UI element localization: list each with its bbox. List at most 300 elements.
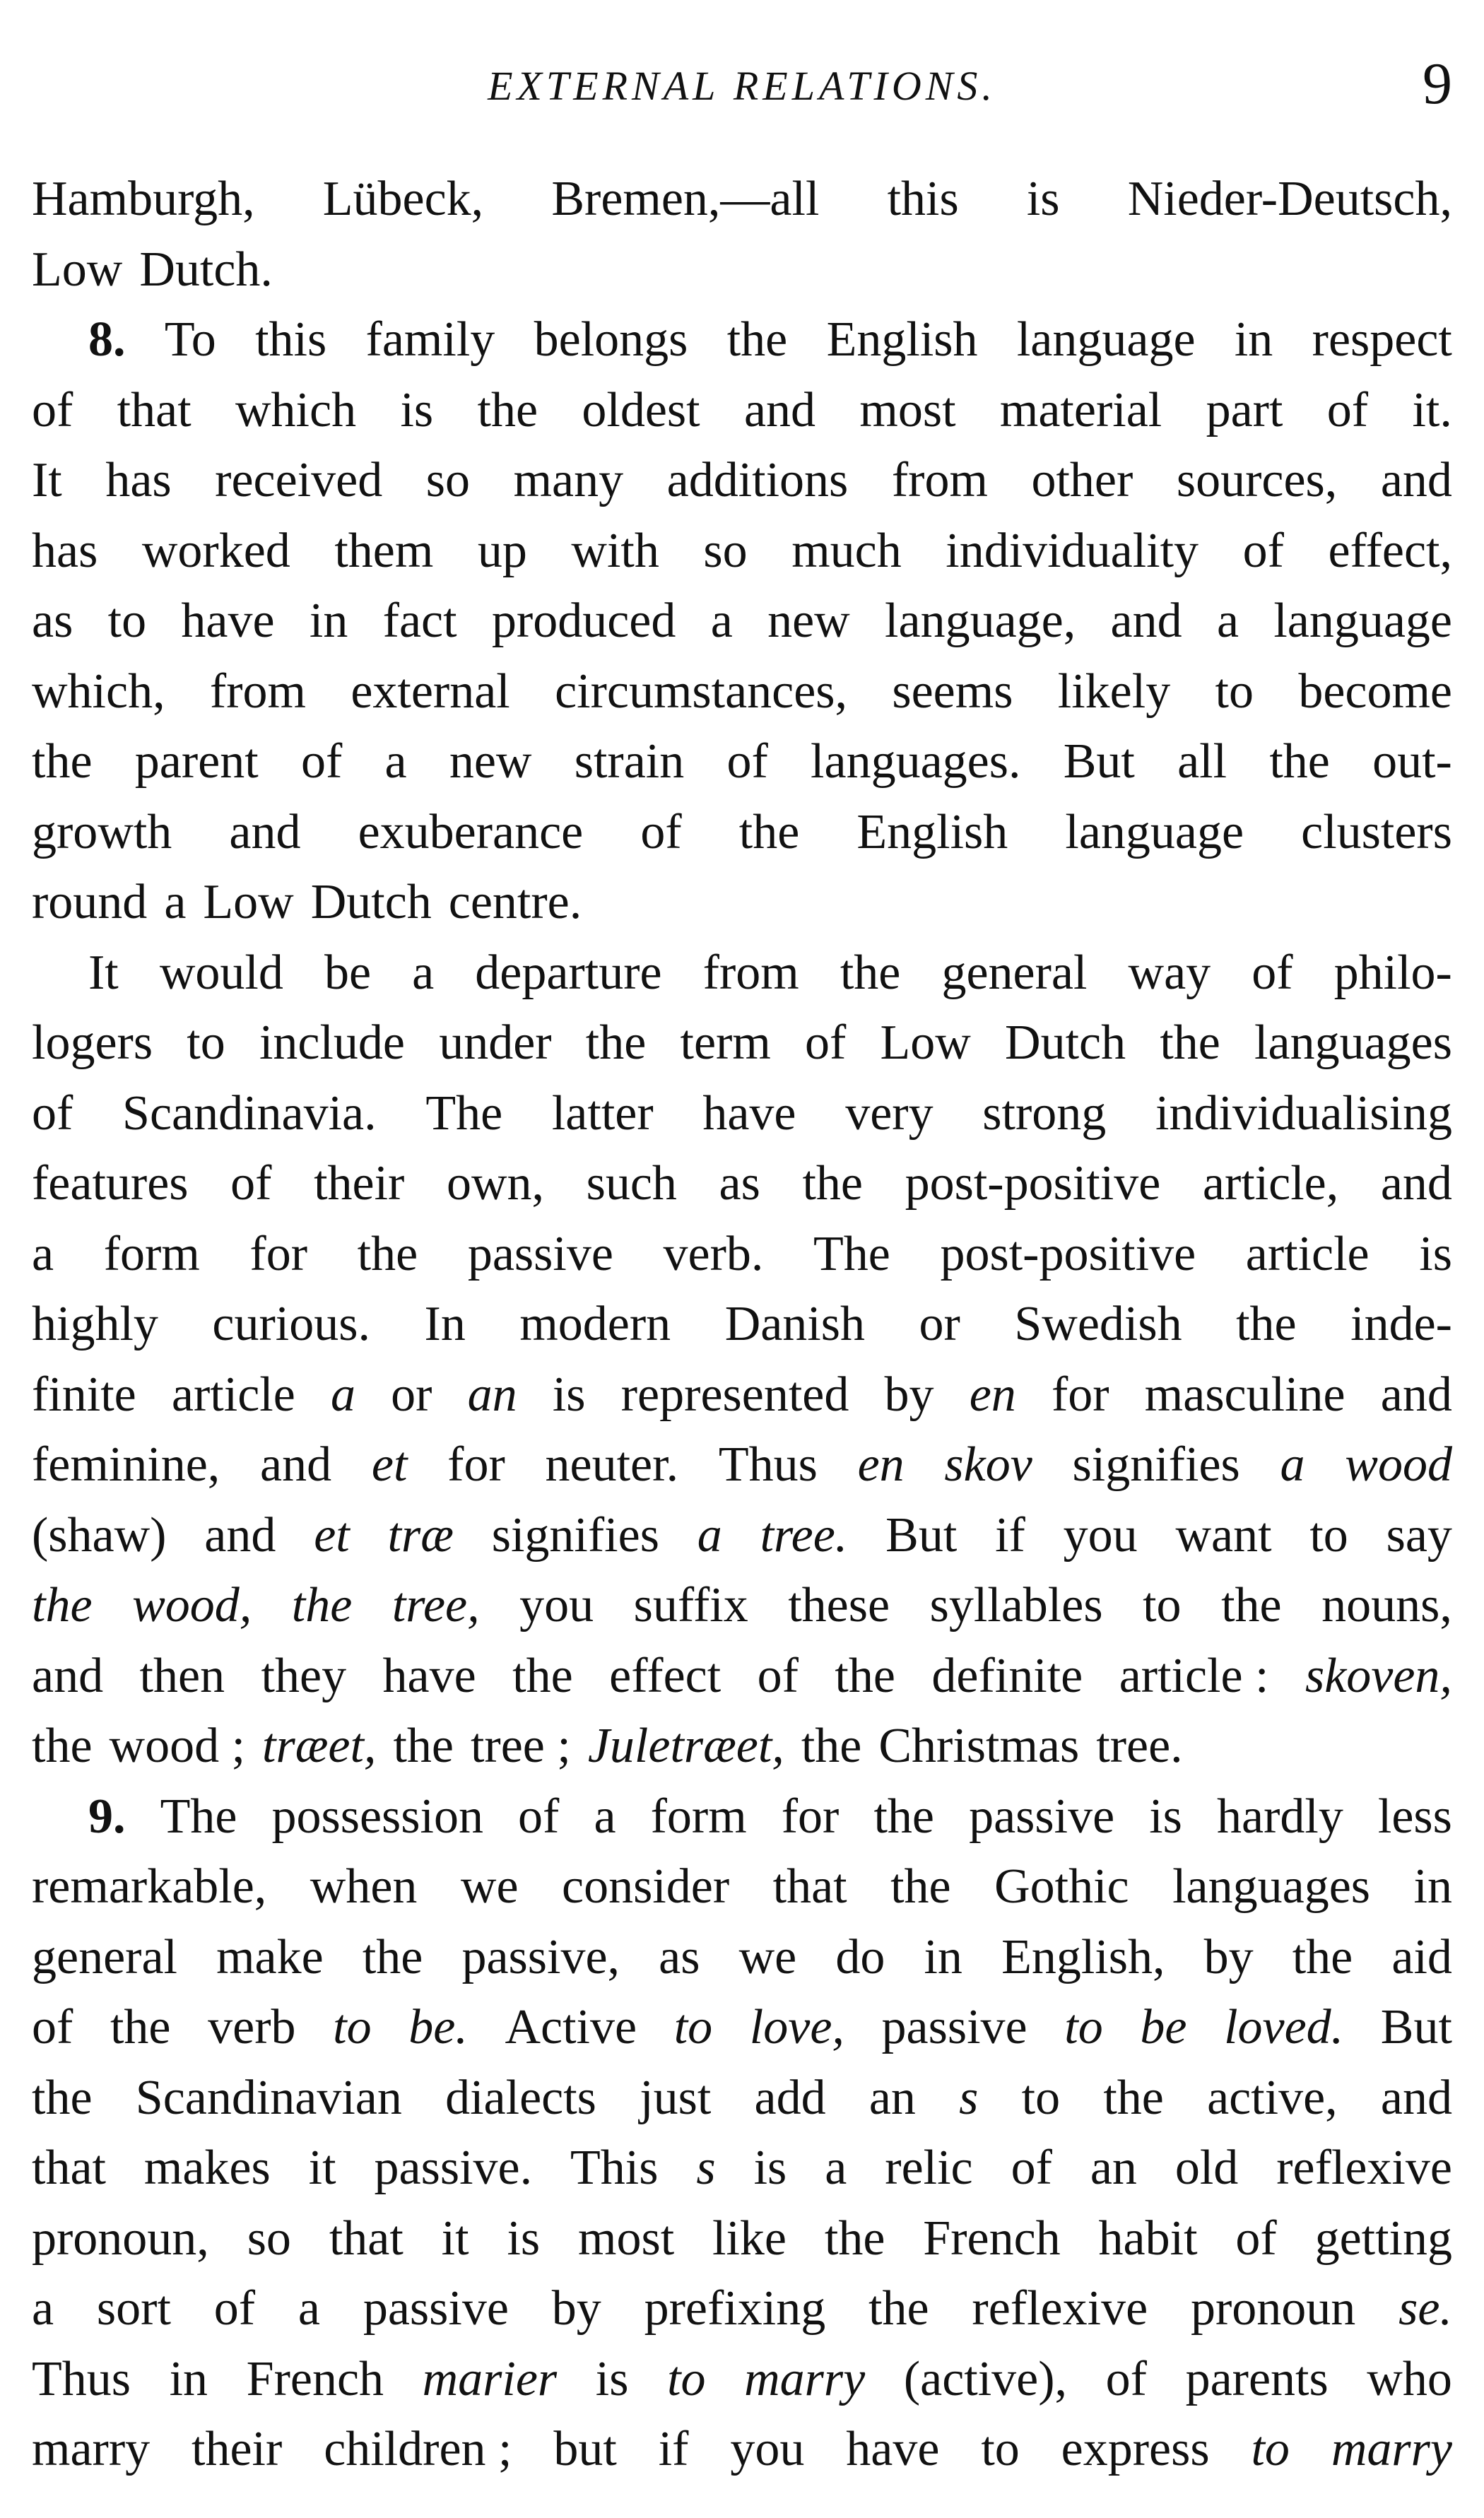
word: inde- [1350,1297,1452,1351]
word: and [204,1507,276,1563]
word: sort [96,2281,171,2336]
word: skoven, [1305,1648,1452,1703]
word: it. [1412,382,1452,437]
text-line [32,164,1452,235]
word: the [726,312,788,367]
text-line [32,1360,1452,1430]
word: circumstances, [555,664,848,719]
word: have [702,1086,796,1141]
word: for [447,1437,505,1492]
word: to [187,1016,225,1070]
word: and [229,804,301,859]
word: article, [1202,1156,1339,1211]
word: marry [32,2422,151,2476]
word: Dutch. [139,242,273,297]
word: The [160,1789,237,1844]
word: language [1016,312,1196,367]
word: or [919,1297,960,1351]
word: the [835,1648,895,1703]
word: the [32,1719,93,1773]
word: prefixing [644,2281,826,2336]
word: the [824,2211,885,2266]
word: in [924,1929,962,1984]
word: new [767,594,850,648]
text-line [32,2414,1452,2485]
word: the [110,2000,171,2054]
text-line [32,1852,1452,1922]
word: to [1215,664,1254,719]
word: Juletræet, [587,1719,784,1773]
word: that [329,2211,404,2266]
word: feminine, [32,1437,220,1492]
word: is [400,382,434,437]
word: most [859,382,956,437]
word: a [164,875,187,929]
word: a [32,2281,54,2336]
word: language [1273,594,1452,648]
word: and [1380,453,1452,507]
word: you [730,2422,805,2476]
text-line [32,1148,1452,1219]
running-title: EXTERNAL RELATIONS. [488,63,996,109]
word: old [1174,2141,1239,2195]
word: as [32,594,73,648]
word: the [1221,1578,1282,1632]
word: be [1140,2000,1187,2054]
word: under [439,1016,552,1070]
word: so [247,2211,291,2266]
word: by [884,1367,934,1422]
word: that [772,1859,847,1914]
word: when [310,1859,418,1914]
word: individualising [1155,1086,1452,1141]
word: to [673,2000,713,2054]
word: wood [1345,1437,1452,1492]
word: by [551,2281,601,2336]
text-line [32,586,1452,657]
text-line [32,1430,1452,1500]
word: to [981,2422,1020,2476]
word: that [32,2141,106,2195]
word: Swedish [1014,1297,1182,1351]
word: for [1051,1367,1109,1422]
word: seems [892,664,1013,719]
word: makes [143,2141,271,2195]
word: nouns, [1321,1578,1452,1632]
word: passive, [461,1929,620,1984]
word: en [969,1367,1016,1422]
word: the [32,1578,93,1632]
word: Danish [724,1297,865,1351]
word: the [291,1578,353,1632]
word: et [371,1437,408,1492]
text-line [32,1078,1452,1149]
word: of [230,1156,272,1211]
word: has [105,453,172,507]
word: passive [363,2281,509,2336]
word: the [585,1016,647,1070]
word: the [32,2070,93,2125]
word: But [1063,734,1135,789]
word: Thus [718,1437,818,1492]
word: which [235,382,357,437]
word: philo- [1333,945,1452,1000]
text-line [32,1711,1452,1782]
word: language [1065,804,1244,859]
word: of [300,734,343,789]
word: become [1298,664,1452,719]
word: love, [749,2000,844,2054]
word: a [697,1507,722,1563]
word: But [1380,2000,1452,2054]
word: Scandinavian [135,2070,402,2125]
word: way [1128,945,1211,1000]
word: en [857,1437,905,1492]
word: and [260,1437,332,1492]
word: English, [1001,1929,1165,1984]
word: have [846,2422,940,2476]
word: træ [387,1507,454,1563]
word: The [813,1226,890,1281]
word: the [1292,1929,1353,1984]
word: a [1280,1437,1305,1492]
word: a [825,2141,847,2195]
word: growth [32,804,172,859]
word: the [840,945,901,1000]
word: to [1143,1578,1182,1632]
word: it [441,2211,469,2266]
word: it [308,2141,336,2195]
word: would [159,945,283,1000]
word: loved. [1224,2000,1344,2054]
text-line [32,1641,1452,1712]
word: oldest [582,382,700,437]
text-line [32,1570,1452,1641]
word: likely [1057,664,1171,719]
word: round [32,875,148,929]
word: of [1242,523,1284,578]
word: most [578,2211,675,2266]
word: to [333,2000,372,2054]
word: Christmas [878,1719,1080,1773]
text-line [32,1289,1452,1360]
word: languages [1172,1859,1371,1914]
text-line [32,657,1452,727]
text-line [32,867,1452,938]
word: English [856,804,1008,859]
word: that [117,382,192,437]
word: be [324,945,372,1000]
word: their [192,2422,283,2476]
word: external [351,664,510,719]
word: other [1031,453,1133,507]
word: Low [203,875,294,929]
text-line [32,375,1452,446]
word: masculine [1144,1367,1345,1422]
word: then [139,1648,225,1703]
word: material [999,382,1162,437]
word: from [891,453,988,507]
word: in [309,594,348,648]
word: have [382,1648,476,1703]
word: strain [574,734,685,789]
word: if [658,2422,689,2476]
text-line [32,1219,1452,1290]
word: centre. [448,875,582,929]
word: the [357,1226,418,1281]
word: hardly [1217,1789,1343,1844]
word: these [788,1578,890,1632]
word: many [513,453,624,507]
word: include [259,1016,405,1070]
word: the [1160,1016,1220,1070]
word: of [518,1789,560,1844]
word: to [1064,2000,1103,2054]
word: new [449,734,532,789]
word: family [365,312,495,367]
word: you [519,1578,594,1632]
word: have [181,594,275,648]
word: languages. [811,734,1021,789]
word: the [801,1719,862,1773]
word: fact [382,594,457,648]
word: Scandinavia. [122,1086,377,1141]
word: do [835,1929,885,1984]
word: for [249,1226,308,1281]
word: and [1380,2070,1452,2125]
text-line [32,2273,1452,2344]
word: verb. [663,1226,764,1281]
word: to [1021,2070,1061,2125]
word: with [571,523,659,578]
word: additions [666,453,849,507]
word: article : [1119,1648,1269,1703]
word: term [680,1016,771,1070]
word: to [107,594,147,648]
word: who [1367,2351,1452,2406]
word: worked [141,523,290,578]
text-line [32,516,1452,587]
text-line [32,1782,1452,1852]
word: them [334,523,434,578]
word: parents [1185,2351,1329,2406]
word: general [941,945,1088,1000]
word: getting [1314,2211,1452,2266]
word: s [696,2141,716,2195]
word: is [753,2141,787,2195]
word: in [1234,312,1273,367]
text-line [32,797,1452,868]
word: of [757,1648,799,1703]
word: reflexive [972,2281,1148,2336]
word: wood ; [109,1719,246,1773]
word: the [1269,734,1330,789]
word: has [32,523,98,578]
word: an [868,2070,916,2125]
word: marier [422,2351,558,2406]
word: To [164,312,216,367]
word: language, [885,594,1076,648]
word: is [1419,1226,1452,1281]
word: of [1011,2141,1052,2195]
word: et [314,1507,350,1563]
word: habit [1098,2211,1198,2266]
word: less [1377,1789,1452,1844]
word: Nieder-Deutsch, [1127,172,1452,226]
word: languages [1254,1016,1452,1070]
word: to [1309,1507,1348,1563]
word: for [781,1789,840,1844]
word: tree ; [470,1719,571,1773]
word: to [1251,2422,1290,2476]
word: of [1326,382,1369,437]
word: (shaw) [32,1507,167,1563]
word: neuter. [545,1437,679,1492]
word: and [32,1648,104,1703]
word: the [362,1929,423,1984]
word: an [467,1367,517,1422]
word: a [710,594,733,648]
word: from [702,945,799,1000]
word: you [1063,1507,1138,1563]
word: a [32,1226,54,1281]
word: this [887,172,959,226]
word: form [650,1789,747,1844]
word: but [553,2422,617,2476]
word: an [1090,2141,1137,2195]
word: a [412,945,435,1000]
word: Thus [32,2351,131,2406]
word: much [791,523,902,578]
word: aid [1391,1929,1452,1984]
word: Low [32,242,123,297]
text-line [32,445,1452,516]
word: and [1380,1156,1452,1211]
word: in [169,2351,208,2406]
word: wood, [132,1578,252,1632]
word: strong [982,1086,1107,1141]
word: a [1216,594,1239,648]
word: of [1235,2211,1277,2266]
word: want [1175,1507,1272,1563]
word: passive [467,1226,613,1281]
text-line [32,2204,1452,2274]
word: the [1236,1297,1297,1351]
word: the [873,1789,934,1844]
word: if [995,1507,1025,1563]
section-number: 9. [88,1789,126,1844]
word: the [890,1859,951,1914]
word: the [512,1648,573,1703]
text-line [32,305,1452,375]
word: just [640,2070,712,2125]
word: marry [1331,2422,1452,2476]
word: Gothic [994,1859,1129,1914]
word: their [314,1156,405,1211]
word: In [424,1297,466,1351]
word: the [32,734,93,789]
word: reflexive [1276,2141,1452,2195]
word: like [712,2211,787,2266]
word: be. [408,2000,468,2054]
word: parent [134,734,259,789]
word: out- [1372,734,1452,789]
word: received [215,453,383,507]
word: up [477,523,527,578]
word: a [298,2281,320,2336]
word: signifies [491,1507,659,1563]
word: general [32,1929,177,1984]
word: modern [519,1297,671,1351]
word: latter [551,1086,654,1141]
text-line [32,938,1452,1008]
word: suffix [633,1578,748,1632]
word: of [640,804,682,859]
word: verb [208,2000,296,2054]
word: children ; [324,2422,512,2476]
text-line [32,1008,1452,1078]
word: so [703,523,748,578]
word: This [570,2141,659,2195]
word: Dutch [1005,1016,1126,1070]
word: as [659,1929,700,1984]
word: or [391,1367,432,1422]
word: marry [744,2351,866,2406]
word: English [826,312,978,367]
word: pronoun [1191,2281,1356,2336]
word: exuberance [358,804,584,859]
word: of [726,734,768,789]
word: It [88,945,119,1000]
word: But [885,1507,958,1563]
word: passive [881,2000,1027,2054]
word: and [1110,594,1182,648]
word: the [477,382,538,437]
word: a [330,1367,355,1422]
word: very [845,1086,934,1141]
word: pronoun, [32,2211,209,2266]
word: in [1413,1859,1452,1914]
word: finite [32,1367,136,1422]
word: (active), [903,2351,1068,2406]
word: they [261,1648,347,1703]
word: of [1105,2351,1147,2406]
word: the [1103,2070,1164,2125]
word: effect [609,1648,722,1703]
word: clusters [1301,804,1452,859]
word: Dutch [310,875,432,929]
word: add [754,2070,826,2125]
word: active, [1207,2070,1338,2125]
word: the [868,2281,929,2336]
word: as [719,1156,760,1211]
word: the [802,1156,863,1211]
word: post-positive [905,1156,1161,1211]
word: is [1149,1789,1182,1844]
word: se. [1398,2281,1452,2336]
word: of [805,1016,847,1070]
word: tree. [1096,1719,1183,1773]
word: belongs [534,312,688,367]
word: passive. [374,2141,533,2195]
text-line [32,235,1452,305]
word: from [209,664,306,719]
text-line [32,1922,1452,1993]
word: French [923,2211,1061,2266]
word: highly [32,1297,158,1351]
word: which, [32,664,165,719]
word: remarkable, [32,1859,267,1914]
